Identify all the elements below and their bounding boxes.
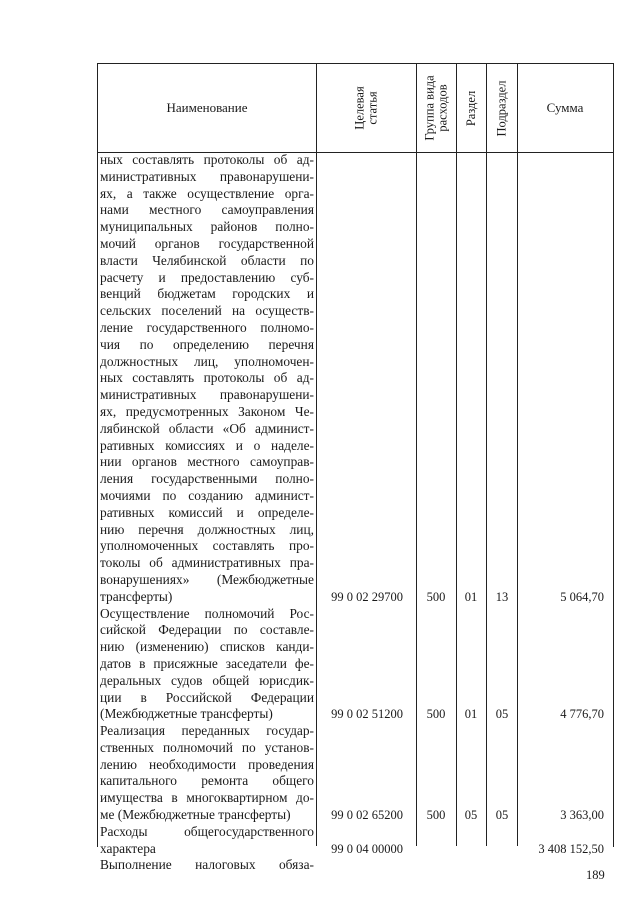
- name-line: власти Челябинской области по: [100, 252, 314, 268]
- name-line: венций бюджетам городских и: [100, 286, 314, 302]
- name-line: мочиями по созданию админист-: [100, 487, 314, 503]
- section-cell: 01: [464, 707, 478, 722]
- expense-group-cell: 500: [426, 707, 446, 722]
- name-line: ме (Межбюджетные трансферты): [100, 807, 291, 823]
- header-expense-group: Группа вида расходов: [422, 75, 450, 141]
- name-line: лению необходимости проведения: [100, 756, 314, 772]
- name-line: расчету и предоставлению суб-: [100, 269, 314, 285]
- name-line: ления государственными полно-: [100, 471, 314, 487]
- name-line: нами местного самоуправления: [100, 202, 314, 218]
- name-line: (Межбюджетные трансферты): [100, 706, 273, 722]
- column-divider: [517, 63, 518, 846]
- name-line: токолы об административных пра-: [100, 555, 314, 571]
- name-line: Выполнение налоговых обяза-: [100, 857, 314, 873]
- name-line: нии органов местного самоуправ-: [100, 454, 314, 470]
- target-article-cell: 99 0 02 65200: [331, 808, 403, 823]
- header-section: Раздел: [464, 90, 479, 126]
- name-line: министративных правонарушени-: [100, 387, 314, 403]
- name-line: ции в Российской Федерации: [100, 689, 314, 705]
- name-line: ных составлять протоколы об ад-: [100, 370, 314, 386]
- subsection-cell: 05: [495, 808, 509, 823]
- column-divider: [416, 63, 417, 846]
- section-cell: 05: [464, 808, 478, 823]
- sum-cell: 3 363,00: [560, 808, 604, 823]
- name-line: характера: [100, 840, 156, 856]
- name-line: сельских поселений на осуществ-: [100, 303, 314, 319]
- column-divider: [316, 63, 317, 846]
- name-line: трансферты): [100, 588, 173, 604]
- header-target-article: Целевая статья: [352, 86, 380, 130]
- name-line: датов в присяжные заседатели фе-: [100, 655, 314, 671]
- name-line: ственных полномочий по установ-: [100, 739, 314, 755]
- name-line: ративных комиссиях и о наделе-: [100, 437, 314, 453]
- name-line: мочий органов государственной: [100, 235, 314, 251]
- name-line: капитального ремонта общего: [100, 773, 314, 789]
- target-article-cell: 99 0 04 00000: [331, 841, 403, 856]
- name-line: деральных судов общей юрисдик-: [100, 672, 314, 688]
- name-line: чия по определению перечня: [100, 336, 314, 352]
- header-sum: Сумма: [546, 100, 584, 115]
- subsection-cell: 13: [495, 589, 509, 604]
- column-divider: [486, 63, 487, 846]
- name-line: лябинской области «Об админист-: [100, 420, 314, 436]
- subsection-cell: 05: [495, 707, 509, 722]
- name-line: вонарушениях» (Межбюджетные: [100, 571, 314, 587]
- name-line: уполномоченных составлять про-: [100, 538, 314, 554]
- name-column: [100, 152, 314, 874]
- name-line: нию перечня должностных лиц,: [100, 521, 314, 537]
- target-article-cell: 99 0 02 51200: [331, 707, 403, 722]
- name-line: муниципальных районов полно-: [100, 219, 314, 235]
- sum-cell: 3 408 152,50: [538, 841, 604, 856]
- section-cell: 01: [464, 589, 478, 604]
- expense-group-cell: 500: [426, 589, 446, 604]
- name-line: нию (изменению) списков канди-: [100, 639, 314, 655]
- name-line: министративных правонарушени-: [100, 168, 314, 184]
- name-line: Реализация переданных государ-: [100, 723, 314, 739]
- target-article-cell: 99 0 02 29700: [331, 589, 403, 604]
- name-line: Расходы общегосударственного: [100, 823, 314, 839]
- sum-cell: 4 776,70: [560, 707, 604, 722]
- name-line: ях, предусмотренных Законом Че-: [100, 403, 314, 419]
- header-name: Наименование: [166, 100, 248, 115]
- expense-group-cell: 500: [426, 808, 446, 823]
- column-divider: [456, 63, 457, 846]
- name-line: сийской Федерации по составле-: [100, 622, 314, 638]
- header-subsection: Подраздел: [494, 80, 509, 136]
- sum-cell: 5 064,70: [560, 589, 604, 604]
- name-line: имущества в многоквартирном до-: [100, 790, 314, 806]
- page-number: 189: [586, 868, 605, 882]
- name-line: должностных лиц, уполномочен-: [100, 353, 314, 369]
- name-line: ях, а также осуществление орга-: [100, 185, 314, 201]
- name-line: ративных комиссий и определе-: [100, 504, 314, 520]
- name-line: Осуществление полномочий Рос-: [100, 605, 314, 621]
- name-line: ление государственного полномо-: [100, 319, 314, 335]
- name-line: ных составлять протоколы об ад-: [100, 152, 314, 167]
